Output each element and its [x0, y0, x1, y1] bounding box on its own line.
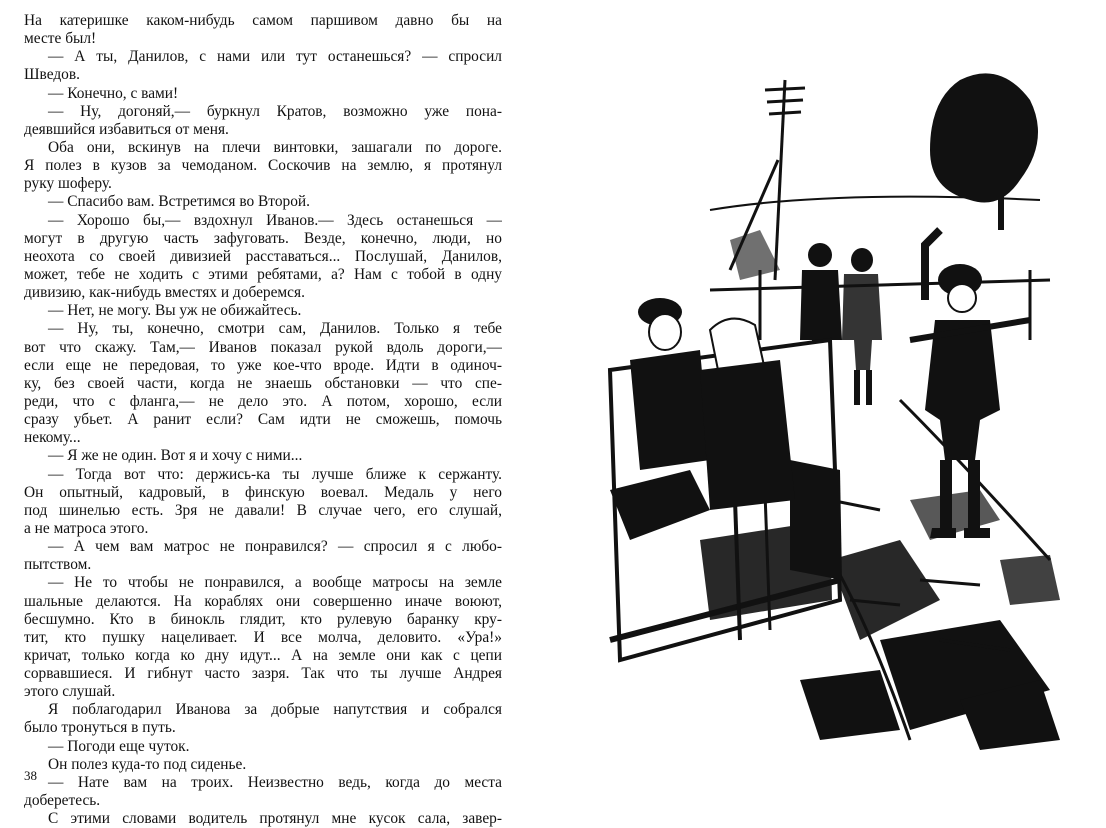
- text-line: ку, без своей части, когда не знаешь обстановки — что спе-: [24, 374, 502, 392]
- page-number: 38: [24, 768, 37, 783]
- text-line: тит, кто пушку нацеливает. И все молча, деловито. «Ура!»: [24, 628, 502, 646]
- text-line: — Спасибо вам. Встретимся во Второй.: [48, 193, 311, 211]
- text-line: доберетесь.: [24, 792, 101, 810]
- text-line: — Конечно, с вами!: [48, 84, 179, 102]
- background-scenery: [710, 73, 1040, 280]
- text-line: — Нате вам на троих. Неизвестно ведь, когда до места: [48, 773, 502, 791]
- sailor-waving: [910, 230, 1030, 538]
- right-page: [580, 40, 1080, 760]
- text-line: сразу убьет. А ранит если? Сам идти не сможешь, помочь: [24, 411, 502, 429]
- text-line: вот что скажу. Там,— Иванов показал рукой вдоль дороги,—: [24, 338, 502, 356]
- text-line: месте был!: [24, 30, 97, 48]
- text-line: На катеришке каком-нибудь самом паршивом давно бы на: [24, 12, 502, 29]
- text-line: Оба они, вскинув на плечи винтовки, зашагали по дороге.: [48, 138, 502, 156]
- text-line: этого слушай.: [24, 683, 116, 701]
- text-line: а не матроса этого.: [24, 519, 149, 537]
- text-line: — Погоди еще чуток.: [48, 737, 190, 755]
- text-line: могут в другую часть зафуговать. Везде, конечно, люди, но: [24, 229, 502, 247]
- text-line: Шведов.: [24, 66, 80, 84]
- text-line: Я полез в кузов за чемоданом. Соскочив на землю, я протянул: [24, 157, 502, 175]
- text-line: — Ну, ты, конечно, смотри сам, Данилов. Только я тебе: [48, 320, 502, 338]
- text-line: руку шоферу.: [24, 175, 112, 193]
- text-line: дивизию, как-нибудь вместях и доберемся.: [24, 284, 305, 302]
- text-line: Он опытный, кадровый, в финскую воевал. Медаль у него: [24, 483, 502, 501]
- text-line: было тронуться в путь.: [24, 719, 176, 737]
- text-line: — Тогда вот что: держись-ка ты лучше ближе к сержанту.: [48, 465, 502, 483]
- passenger-woman-left: [630, 298, 710, 470]
- text-line: — Нет, не могу. Вы уж не обижайтесь.: [48, 302, 302, 320]
- text-line: бесшумно. Кто в бинокль глядит, кто рулевую баранку кру-: [24, 610, 502, 628]
- text-line: — Я же не один. Вот я и хочу с ними...: [48, 447, 303, 465]
- text-line: может, тебе не ходить с этими ребятами, а? Нам с тобой в одну: [24, 265, 502, 283]
- text-line: — Хорошо бы,— вздохнул Иванов.— Здесь останешься —: [48, 211, 502, 229]
- text-line: некому...: [24, 429, 81, 447]
- text-line: Я поблагодарил Иванова за добрые напутствия и собрался: [48, 701, 502, 719]
- body-text: [24, 12, 502, 828]
- text-line: Он полез куда-то под сиденье.: [48, 755, 247, 773]
- text-line: шальные делаются. На кораблях они совершенно иначе воюют,: [24, 592, 502, 610]
- text-line: неохота со своей дивизией расставаться... Послушай, Данилов,: [24, 247, 502, 265]
- text-line: — Ну, догоняй,— буркнул Кратов, возможно уже пона-: [48, 102, 502, 120]
- text-line: С этими словами водитель протянул мне кусок сала, завер-: [48, 810, 502, 828]
- text-line: — Не то чтобы не понравился, а вообще матросы на земле: [48, 574, 502, 592]
- text-line: — А чем вам матрос не понравился? — спросил я с любо-: [48, 538, 502, 556]
- illustration-truck-and-soldiers: [580, 40, 1080, 760]
- text-line: — А ты, Данилов, с нами или тут останешься? — спросил: [48, 48, 502, 66]
- text-line: кричат, только когда ко дну идут... А на земле они как с цепи: [24, 646, 502, 664]
- text-line: под шинелью есть. Зря не давали! В случае чего, его слушай,: [24, 501, 502, 519]
- text-line: если еще не передовая, то уже кое-что вроде. Идти в одиноч-: [24, 356, 502, 374]
- text-line: деявшийся избавиться от меня.: [24, 120, 229, 138]
- text-line: пытством.: [24, 556, 92, 574]
- soldier-distant-right: [842, 248, 882, 405]
- text-line: реди, что с фланга,— не дело это. А потом, хорошо, если: [24, 392, 502, 410]
- text-line: сорвавшиеся. И гибнут часто зазря. Так что ты лучше Андрея: [24, 665, 502, 683]
- left-page: [24, 12, 502, 828]
